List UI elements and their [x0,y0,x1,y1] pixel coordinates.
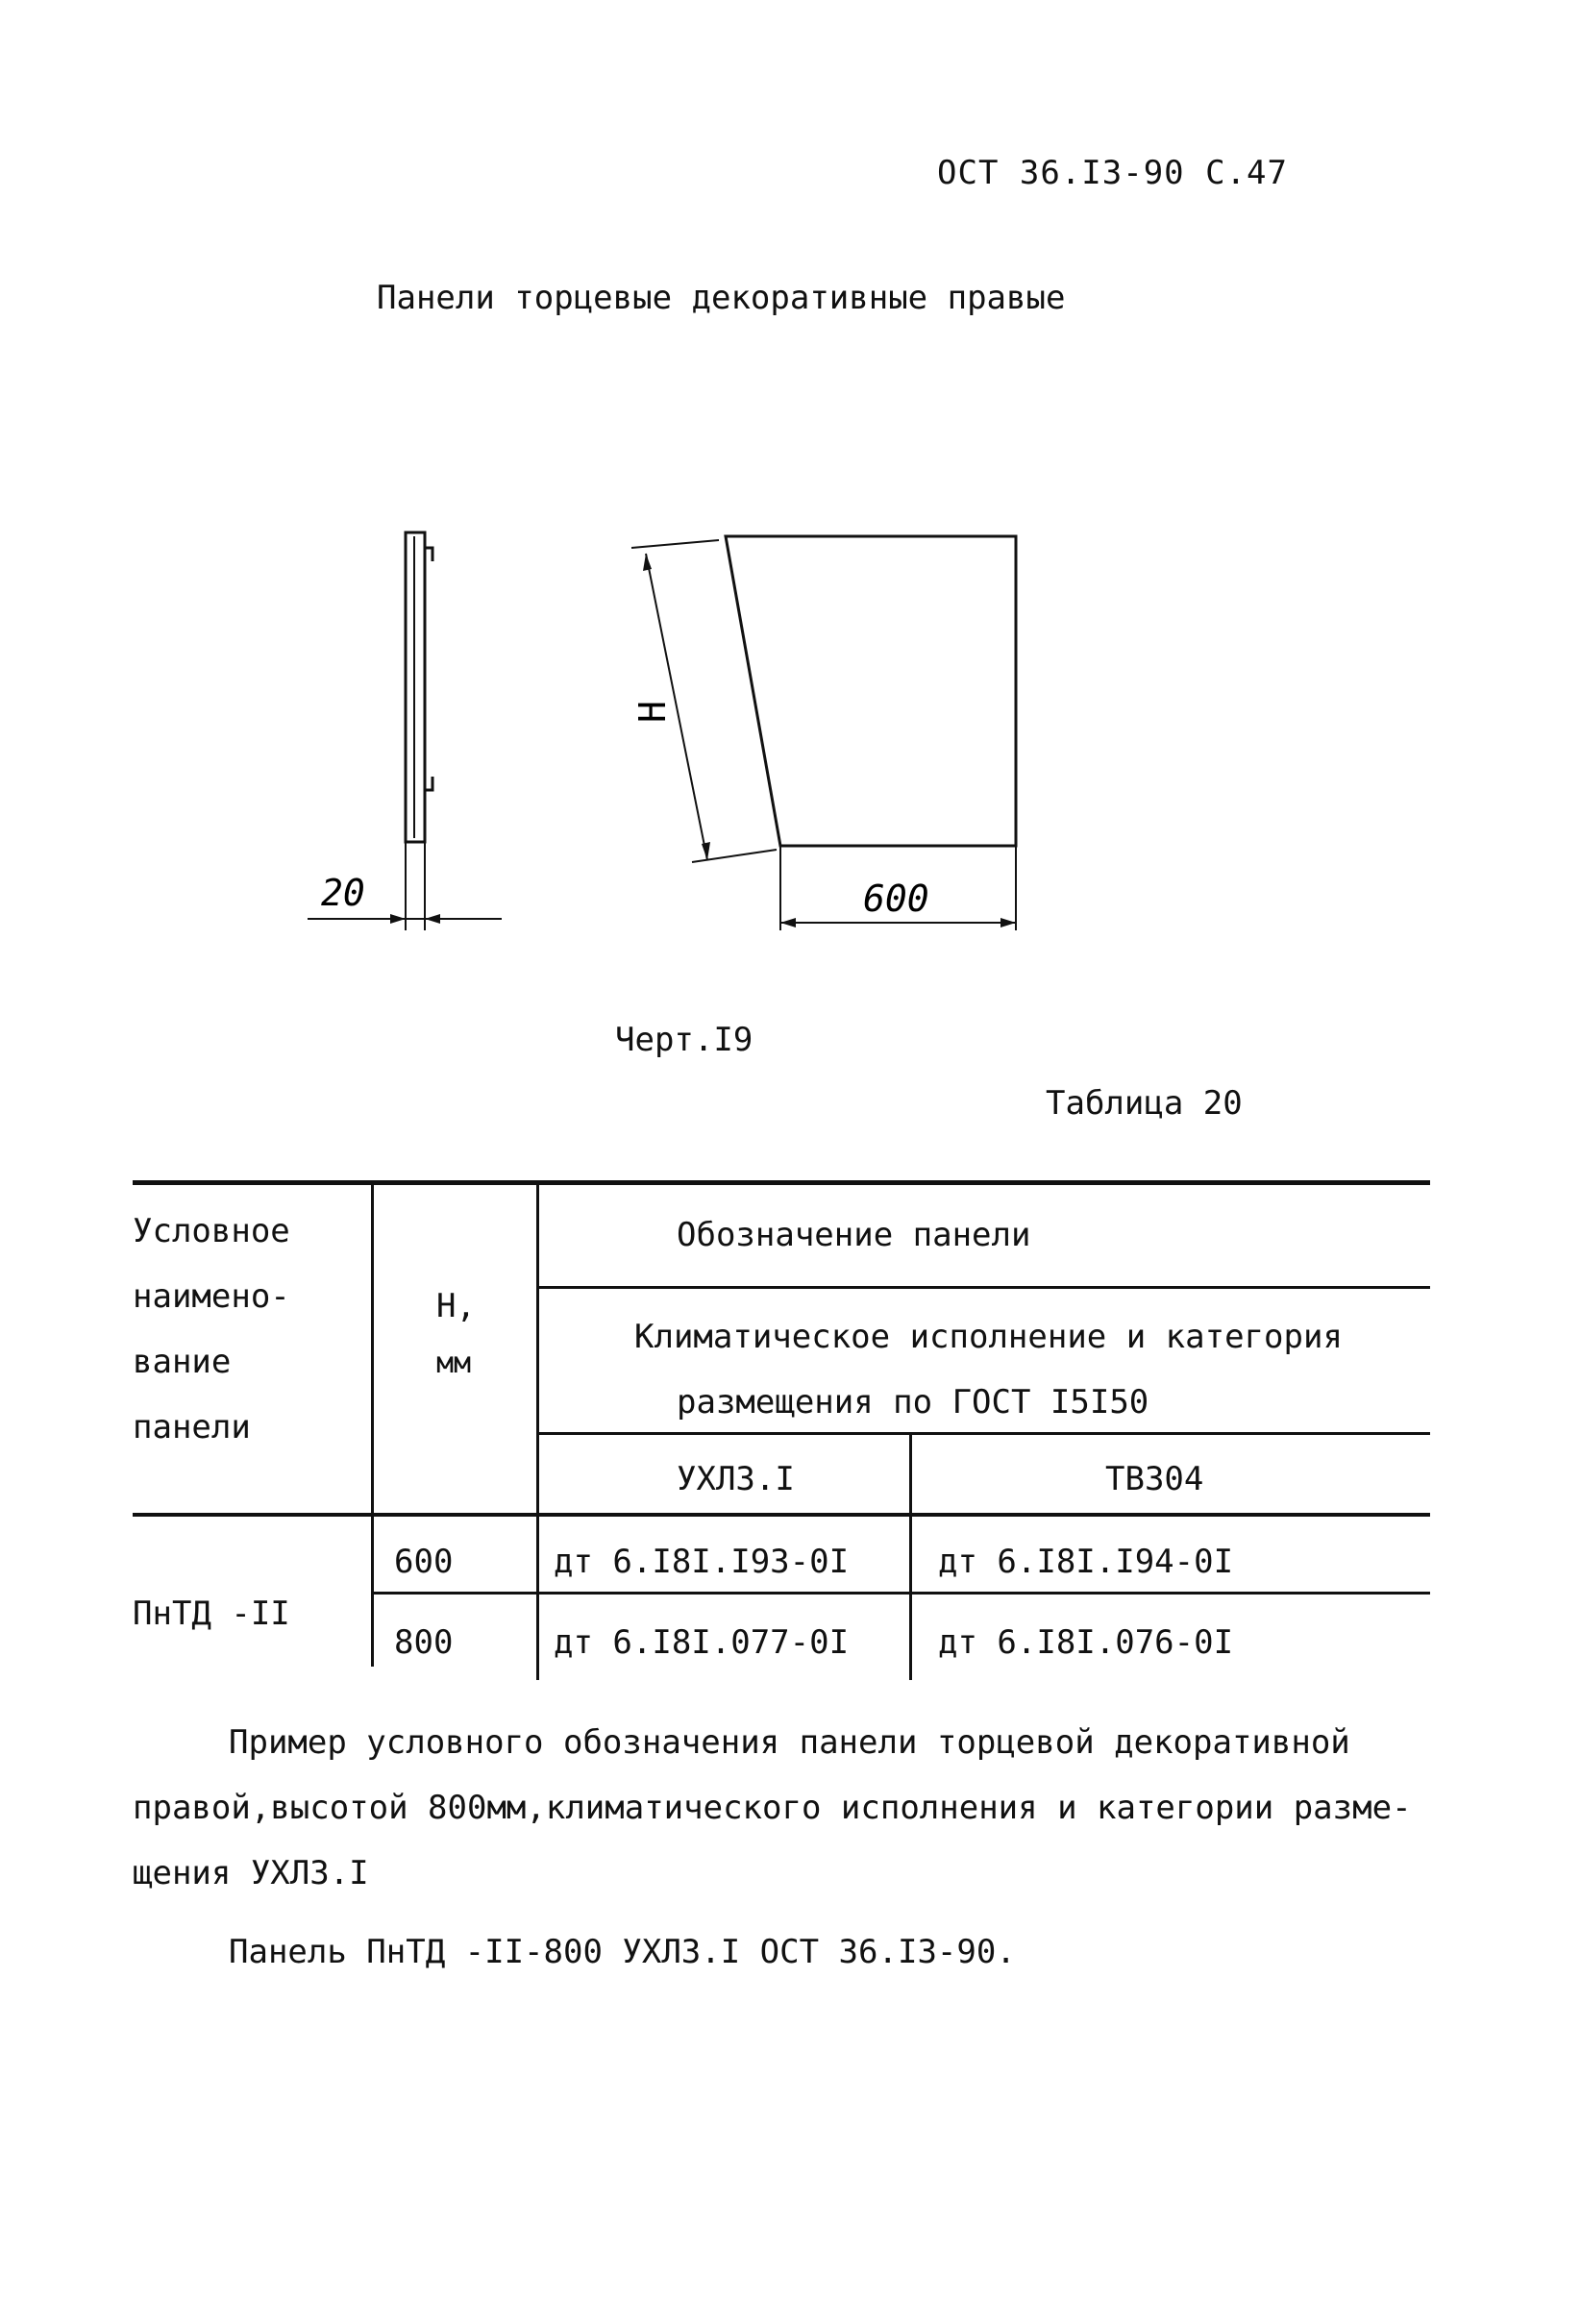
example-line-2: правой,высотой 800мм,климатического исполнения и категории разме- [133,1789,1412,1827]
extension-line-top [631,540,719,548]
row-1-uhl: дт 6.I8I.I93-0I [554,1543,850,1581]
rule-below-climate [538,1432,1430,1435]
example-line-1: Пример условного обозначения панели торцевой декоративной [229,1723,1350,1762]
header-subcol-tv: ТВ304 [1105,1460,1204,1498]
table-top-rule [133,1180,1430,1185]
header-h-line-1: Н, [436,1287,476,1325]
technical-drawing [288,519,1057,961]
figure-caption: Черт.I9 [615,1021,753,1059]
dimension-label-thickness: 20 [321,872,365,914]
header-subcol-uhl: УХЛ3.I [677,1460,795,1498]
front-view-outline [726,536,1016,846]
row-2-uhl: дт 6.I8I.077-0I [554,1623,850,1662]
arrow-thickness-right [425,914,440,924]
header-name-line-1: Условное [133,1212,290,1250]
page-title: Панели торцевые декоративные правые [377,279,1066,317]
arrow-width-left [780,918,796,927]
dimension-label-width: 600 [863,878,929,920]
header-climate-line-2: размещения по ГОСТ I5I50 [677,1383,1149,1422]
col-divider-h [536,1180,539,1680]
rule-below-designation [538,1286,1430,1289]
panel-table [133,1180,1430,1680]
document-reference: ОСТ 36.I3-90 С.47 [937,154,1288,192]
col-divider-name [371,1180,374,1667]
row-divider [373,1592,1430,1595]
example-line-3: щения УХЛ3.I [133,1854,369,1892]
header-climate-line-1: Климатическое исполнение и категория [634,1318,1343,1356]
col-divider-climate [909,1432,912,1680]
header-name-line-2: наимено- [133,1277,290,1316]
row-1-h: 600 [394,1543,454,1581]
table-label: Таблица 20 [1046,1084,1243,1123]
panel-name: ПнТД -II [133,1595,290,1633]
header-designation: Обозначение панели [677,1216,1031,1254]
arrow-width-right [1000,918,1016,927]
dimension-label-height: Н [631,701,674,723]
row-1-tv: дт 6.I8I.I94-0I [938,1543,1234,1581]
header-name-line-4: панели [133,1408,251,1446]
row-2-tv: дт 6.I8I.076-0I [938,1623,1234,1662]
header-name-line-3: вание [133,1343,232,1381]
header-h-line-2: мм [436,1347,472,1380]
header-bottom-rule [133,1513,1430,1517]
arrow-thickness-left [390,914,406,924]
row-2-h: 800 [394,1623,454,1662]
example-designation: Панель ПнТД -II-800 УХЛ3.I ОСТ 36.I3-90. [229,1933,1016,1971]
